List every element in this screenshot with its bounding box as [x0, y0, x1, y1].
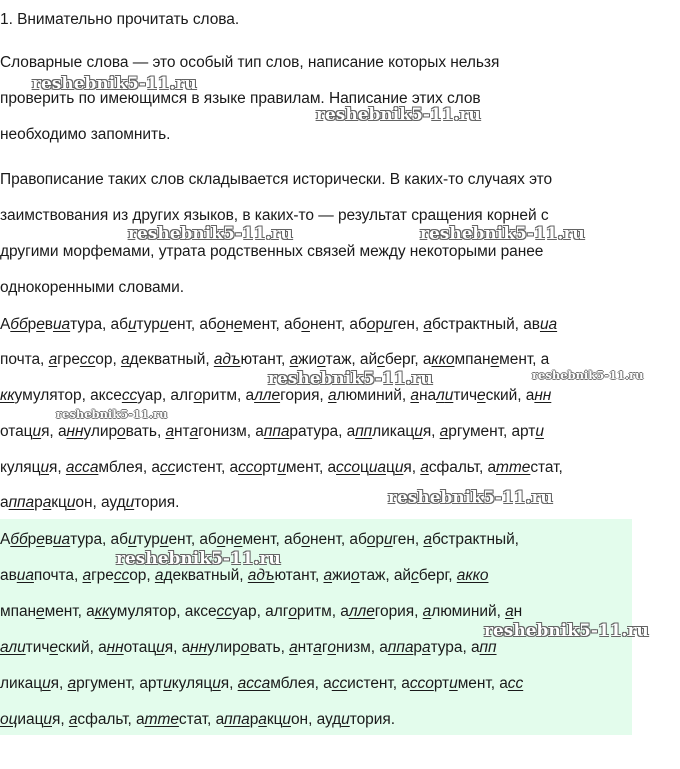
highlighted-letters: а — [423, 531, 432, 548]
highlighted-letters: ссо — [409, 675, 434, 692]
highlighted-letters: е — [233, 316, 243, 333]
highlighted-letters: иа — [368, 459, 386, 476]
paragraph1-line-1: Словарные слова — это особый тип слов, написание которых нельзя — [0, 54, 500, 71]
highlighted-letters: и — [277, 459, 286, 476]
plain-text: тура, а — [430, 639, 480, 656]
plain-text: вать, — [249, 639, 290, 656]
plain-text: ор, — [129, 567, 155, 584]
plain-text: истент, а — [175, 459, 239, 476]
plain-text: умулятор, аксе — [14, 387, 122, 404]
watermark: reshebnik5-11.ru — [316, 105, 481, 125]
highlighted-letters: иа — [52, 531, 71, 548]
plain-text: он, ауд — [290, 711, 342, 728]
highlighted-letters: и — [394, 459, 404, 476]
highlighted-letters: а — [68, 711, 78, 728]
plain-text: уар, алг — [137, 387, 194, 404]
plain-text: тура, аб — [70, 531, 128, 548]
highlighted-letters: и — [282, 711, 291, 728]
answer-list-line — [0, 638, 680, 658]
plain-text: гория, — [280, 387, 328, 404]
highlighted-letters: с — [411, 567, 419, 584]
plain-text: в — [44, 531, 53, 548]
watermark: reshebnik5-11.ru — [388, 488, 553, 508]
plain-text: жи — [332, 567, 351, 584]
highlighted-letters: сс — [121, 387, 138, 404]
highlighted-letters: и — [535, 423, 544, 440]
plain-text: гре — [57, 351, 80, 368]
plain-text: уар, алг — [231, 603, 289, 620]
answer-list-line — [0, 710, 680, 730]
highlighted-letters: а — [82, 567, 92, 584]
highlighted-letters: нн — [106, 639, 124, 656]
highlighted-letters: и — [383, 316, 393, 333]
plain-text: мент, а — [285, 459, 337, 476]
watermark: reshebnik5-11.ru — [268, 369, 433, 389]
plain-text: мент, а — [457, 675, 508, 692]
highlighted-letters: иа — [539, 316, 558, 333]
plain-text: ритм, а — [202, 387, 255, 404]
plain-text: стат, а — [178, 711, 225, 728]
highlighted-letters: сс — [216, 603, 232, 620]
plain-text: иа — [17, 711, 35, 728]
plain-text: тория. — [134, 494, 180, 511]
highlighted-letters: а — [120, 351, 130, 368]
plain-text: ент, аб — [168, 531, 217, 548]
plain-text: бстрактный, — [431, 531, 519, 548]
plain-text: бстрактный, ав — [431, 316, 540, 333]
highlighted-letters: о — [327, 639, 336, 656]
highlighted-letters: кк — [94, 603, 110, 620]
highlighted-letters: сс — [331, 675, 348, 692]
highlighted-letters: оц — [0, 711, 18, 728]
task-title: 1. Внимательно прочитать слова. — [0, 11, 240, 28]
highlighted-letters: ппа — [263, 423, 290, 440]
plain-text: я, а — [41, 423, 67, 440]
highlighted-letters: сс — [507, 675, 524, 692]
plain-text: кц — [51, 494, 67, 511]
plain-text: нент, аб — [309, 531, 367, 548]
plain-text: ютант, — [240, 351, 290, 368]
plain-text: а — [0, 494, 9, 511]
highlighted-letters: а — [323, 567, 333, 584]
highlighted-letters: о — [366, 531, 376, 548]
plain-text: отац — [123, 639, 157, 656]
plain-text: улир — [83, 423, 118, 440]
plain-text: на — [418, 387, 437, 404]
highlighted-letters: е — [490, 351, 500, 368]
highlighted-letters: е — [477, 387, 486, 404]
plain-text: мблея, а — [98, 459, 160, 476]
plain-text: ав — [0, 567, 17, 584]
highlighted-letters: а — [289, 351, 299, 368]
plain-text: тур — [136, 316, 160, 333]
highlighted-letters: адъ — [247, 567, 275, 584]
paragraph1-line-3: необходимо запомнить. — [0, 126, 171, 143]
plain-text: мент, аб — [242, 531, 302, 548]
plain-text: я, — [422, 423, 440, 440]
plain-text: нент, аб — [309, 316, 367, 333]
word-list-line — [0, 315, 680, 335]
watermark: reshebnik5-11.ru — [32, 74, 197, 94]
highlighted-letters: с — [377, 351, 385, 368]
highlighted-letters: иа — [16, 567, 34, 584]
highlighted-letters: е — [36, 316, 45, 333]
plain-text: гре — [91, 567, 114, 584]
highlighted-letters: сс — [113, 567, 130, 584]
answer-list-line — [0, 602, 680, 622]
plain-text: н — [225, 316, 234, 333]
plain-text: гория, — [374, 603, 423, 620]
plain-text: улир — [207, 639, 241, 656]
highlighted-letters: и — [156, 639, 165, 656]
plain-text: ликац — [0, 675, 43, 692]
highlighted-letters: о — [240, 639, 250, 656]
highlighted-letters: и — [159, 316, 169, 333]
answer-list-line — [0, 566, 680, 586]
plain-text: стат, — [530, 459, 563, 476]
highlighted-letters: и — [383, 531, 393, 548]
highlighted-letters: о — [216, 531, 226, 548]
highlighted-letters: сс — [79, 351, 96, 368]
highlighted-letters: и — [212, 675, 221, 692]
highlighted-letters: кк — [0, 387, 15, 404]
highlighted-letters: а — [258, 711, 267, 728]
paragraph2-line-2: заимствования из других языков, в каких-то — результат сращения корней с — [0, 207, 549, 224]
plain-text: я, — [51, 711, 69, 728]
watermark: reshebnik5-11.ru — [116, 549, 281, 569]
paragraph2-line-4: однокоренными словами. — [0, 279, 184, 296]
highlighted-letters: о — [366, 316, 376, 333]
highlighted-letters: сс — [159, 459, 176, 476]
plain-text: р — [413, 639, 422, 656]
highlighted-letters: о — [301, 316, 310, 333]
plain-text: жи — [298, 351, 318, 368]
plain-text: рт — [433, 675, 450, 692]
highlighted-letters: а — [421, 639, 431, 656]
plain-text: мпан — [454, 351, 491, 368]
plain-text: куляц — [0, 459, 41, 476]
highlighted-letters: а — [327, 387, 337, 404]
highlighted-letters: а — [189, 423, 199, 440]
highlighted-letters: е — [36, 531, 45, 548]
plain-text: берг, а — [384, 351, 432, 368]
plain-text: ц — [34, 711, 44, 728]
highlighted-letters: тте — [496, 459, 531, 476]
highlighted-letters: и — [66, 494, 76, 511]
plain-text: ргумент, арт — [448, 423, 536, 440]
plain-text: низм, а — [336, 639, 388, 656]
plain-text: мент, а — [499, 351, 550, 368]
plain-text: ратура, а — [289, 423, 356, 440]
highlighted-letters: о — [193, 387, 203, 404]
watermark: reshebnik5-11.ru — [532, 368, 644, 382]
highlighted-letters: о — [351, 567, 360, 584]
highlighted-letters: а — [165, 423, 175, 440]
plain-text: тур — [136, 531, 160, 548]
highlighted-letters: а — [505, 603, 514, 620]
plain-text: нт — [297, 639, 314, 656]
plain-text: А — [0, 531, 11, 548]
highlighted-letters: а — [410, 387, 419, 404]
highlighted-letters: е — [233, 531, 243, 548]
plain-text: куляц — [171, 675, 213, 692]
plain-text: берг, — [418, 567, 457, 584]
highlighted-letters: а — [423, 316, 432, 333]
plain-text: гонизм, а — [198, 423, 264, 440]
plain-text: люминий, — [431, 603, 506, 620]
plain-text: р — [249, 711, 259, 728]
plain-text: ликац — [372, 423, 415, 440]
watermark: reshebnik5-11.ru — [56, 407, 168, 421]
plain-text: сфальт, а — [428, 459, 497, 476]
plain-text: р — [375, 531, 384, 548]
highlighted-letters: бб — [10, 531, 28, 548]
highlighted-letters: и — [125, 494, 135, 511]
highlighted-letters: ссо — [336, 459, 361, 476]
plain-text: я, а — [164, 639, 191, 656]
plain-text: я, — [403, 459, 421, 476]
highlighted-letters: е — [49, 639, 58, 656]
highlighted-letters: бб — [10, 316, 28, 333]
plain-text: декватный, — [129, 351, 214, 368]
plain-text: ор, — [95, 351, 121, 368]
highlighted-letters: пп — [355, 423, 373, 440]
highlighted-letters: и — [444, 387, 454, 404]
highlighted-letters: асса — [65, 459, 99, 476]
highlighted-letters: лле — [348, 603, 375, 620]
plain-text: ц — [360, 459, 369, 476]
word-list-line — [0, 350, 680, 370]
highlighted-letters: али — [0, 639, 26, 656]
plain-text: мент, аб — [242, 316, 302, 333]
highlighted-letters: пп — [479, 639, 497, 656]
plain-text: почта, — [0, 351, 49, 368]
plain-text: таж, ай — [325, 351, 378, 368]
plain-text: ский, а — [57, 639, 107, 656]
plain-text: сфальт, а — [77, 711, 145, 728]
answer-list-line — [0, 530, 680, 550]
plain-text: ский, а — [485, 387, 535, 404]
plain-text: ютант, — [274, 567, 324, 584]
word-list-line — [0, 458, 680, 478]
highlighted-letters: лле — [254, 387, 281, 404]
plain-text: люминий, — [336, 387, 411, 404]
plain-text: вать, — [125, 423, 166, 440]
highlighted-letters: ппа — [8, 494, 35, 511]
plain-text: я, — [50, 675, 68, 692]
paragraph2-line-3: другими морфемами, утрата родственных связей между некоторыми ранее — [0, 243, 544, 260]
highlighted-letters: нн — [66, 423, 84, 440]
highlighted-letters: акко — [456, 567, 489, 584]
plain-text: г — [321, 639, 328, 656]
plain-text: умулятор, аксе — [109, 603, 217, 620]
plain-text: ген, — [392, 531, 424, 548]
highlighted-letters: о — [216, 316, 226, 333]
highlighted-letters: л — [436, 387, 445, 404]
highlighted-letters: и — [42, 675, 51, 692]
plain-text: н — [225, 531, 234, 548]
plain-text: почта, — [33, 567, 83, 584]
highlighted-letters: кко — [431, 351, 455, 368]
plain-text: н — [513, 603, 523, 620]
highlighted-letters: а — [313, 639, 322, 656]
highlighted-letters: и — [449, 675, 458, 692]
highlighted-letters: ссо — [238, 459, 263, 476]
highlighted-letters: и — [127, 316, 137, 333]
highlighted-letters: и — [32, 423, 42, 440]
plain-text: мблея, а — [270, 675, 332, 692]
highlighted-letters: асса — [237, 675, 271, 692]
plain-text: отац — [0, 423, 33, 440]
plain-text: тич — [25, 639, 50, 656]
highlighted-letters: о — [317, 351, 326, 368]
highlighted-letters: иа — [52, 316, 71, 333]
highlighted-letters: и — [127, 531, 137, 548]
plain-text: р — [375, 316, 384, 333]
word-list-line — [0, 386, 680, 406]
plain-text: тич — [453, 387, 478, 404]
highlighted-letters: о — [301, 531, 310, 548]
plain-text: в — [44, 316, 53, 333]
plain-text: ген, — [392, 316, 424, 333]
paragraph2-line-1: Правописание таких слов складывается исторически. В каких-то случаях это — [0, 171, 553, 188]
highlighted-letters: а — [420, 459, 429, 476]
highlighted-letters: и — [163, 675, 172, 692]
highlighted-letters: о — [288, 603, 297, 620]
paragraph1-line-2: проверить по имеющимся в языке правилам. Написание этих слов — [0, 90, 481, 107]
highlighted-letters: а — [154, 567, 164, 584]
plain-text: кц — [266, 711, 283, 728]
plain-text: декватный, — [163, 567, 248, 584]
plain-text: таж, ай — [359, 567, 412, 584]
highlighted-letters: а — [67, 675, 77, 692]
plain-text: ент, аб — [168, 316, 217, 333]
plain-text: тория. — [349, 711, 395, 728]
plain-text: ргумент, арт — [76, 675, 164, 692]
plain-text: я, — [220, 675, 238, 692]
word-list-line — [0, 422, 680, 442]
highlighted-letters: и — [43, 711, 52, 728]
watermark: reshebnik5-11.ru — [128, 224, 293, 244]
highlighted-letters: е — [36, 603, 45, 620]
highlighted-letters: и — [159, 531, 169, 548]
highlighted-letters: а — [289, 639, 298, 656]
highlighted-letters: нн — [534, 387, 552, 404]
plain-text: тура, аб — [70, 316, 128, 333]
highlighted-letters: и — [40, 459, 50, 476]
highlighted-letters: о — [117, 423, 126, 440]
highlighted-letters: а — [439, 423, 449, 440]
plain-text: он, ауд — [75, 494, 126, 511]
highlighted-letters: а — [42, 494, 52, 511]
highlighted-letters: а — [48, 351, 58, 368]
plain-text: ц — [386, 459, 395, 476]
plain-text: истент, а — [347, 675, 410, 692]
watermark: reshebnik5-11.ru — [484, 621, 649, 641]
plain-text: нт — [174, 423, 190, 440]
plain-text: мпан — [0, 603, 37, 620]
plain-text: ритм, а — [296, 603, 349, 620]
answer-list-line — [0, 674, 680, 694]
word-list-line — [0, 493, 680, 513]
plain-text: р — [27, 531, 37, 548]
highlighted-letters: нн — [190, 639, 208, 656]
highlighted-letters: ппа — [224, 711, 250, 728]
highlighted-letters: а — [422, 603, 432, 620]
plain-text: рт — [262, 459, 278, 476]
plain-text: р — [27, 316, 37, 333]
highlighted-letters: адъ — [213, 351, 241, 368]
highlighted-letters: и — [414, 423, 423, 440]
highlighted-letters: тте — [144, 711, 179, 728]
highlighted-letters: ппа — [387, 639, 414, 656]
highlighted-letters: и — [341, 711, 350, 728]
plain-text: мент, а — [44, 603, 95, 620]
plain-text: я, — [49, 459, 66, 476]
plain-text: р — [34, 494, 43, 511]
watermark: reshebnik5-11.ru — [420, 224, 585, 244]
plain-text: А — [0, 316, 11, 333]
